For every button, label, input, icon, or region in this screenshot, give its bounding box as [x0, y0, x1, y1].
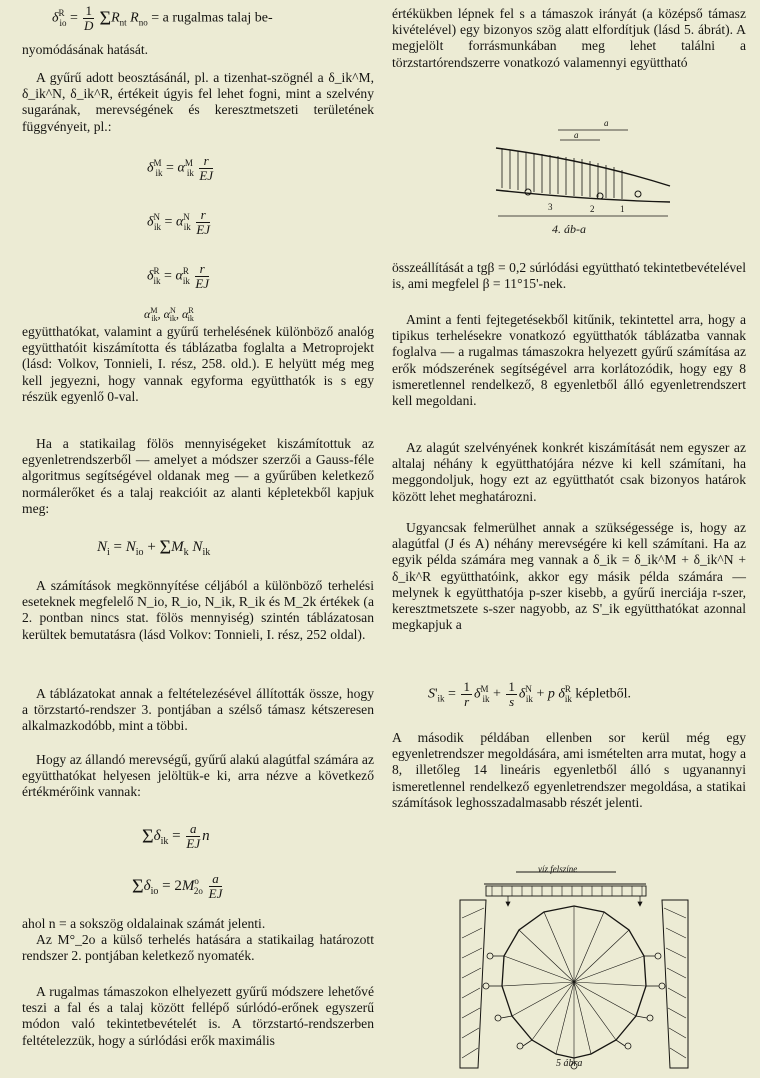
paragraph: összeállítását a tgβ = 0,2 súrlódási együttható tekintetbevételével is, ami megfelel β = 11°15'-nek. — [392, 260, 746, 292]
equation-delta-m: $\delta^M_{ik} = \alpha^M_{ik}$ $\frac{r}{EJ}$ — [147, 153, 214, 183]
svg-text:1: 1 — [620, 204, 625, 214]
paragraph: Amint a fenti fejtegetésekből kitűnik, tekintettel arra, hogy a tipikus terhelésekre vonatkozó együtthatók táblázatba vannak foglalva — a rugalmas támaszokra helyezett gyűrű számítása az erők módszerének segítségével arra korlátozódik, hogy egy 8 ismeretlennel rendelkező, 8 egyenletből álló egyenletrendszert kell megoldani. — [392, 312, 746, 409]
paragraph: ahol n = a sokszög oldalainak számát jelenti. — [22, 916, 266, 931]
figure-5-label-water: víz felszíne — [538, 864, 578, 874]
equation-s-ik: $S'_{ik}$ = $\frac{1}{r}$ $\delta^M_{ik}$ + $\frac{1}{s}$ $\delta^N_{ik} + p$ $\delta^R_{ik}$ képletből. — [428, 679, 631, 709]
paragraph: Ha a statikailag fölös mennyiségeket kiszámítottuk az egyenletrendszerből — amelyet a módszer szerzői a Gauss-féle algoritmus segítségével oldanak meg — a gyűrűben keletkező normálerőket és a talaj reakcióit az alanti képletekből kapjuk meg: — [22, 436, 374, 516]
svg-text:a: a — [604, 118, 609, 128]
paragraph: nyomódásának hatását. — [22, 42, 149, 57]
paragraph: Hogy az állandó merevségű, gyűrű alakú alagútfal számára az együtthatókat helyesen jelöltük-e ki, arra nézve a következő értékmérőink vannak: — [22, 752, 374, 800]
equation-delta-n: $\delta^N_{ik} = \alpha^N_{ik}$ $\frac{r}{EJ}$ — [147, 207, 211, 237]
paragraph: A számítások megkönnyítése céljából a különböző terhelési eseteknek megfelelő N_io, R_io, N_ik, R_ik és M_2k értékek (a 2. pontban nincs stat. fölös mennyiség) szintén táblázatosan kerültek bemutatásra (lásd Volkov: Tonnieli, I. rész, 252 oldal). — [22, 578, 374, 642]
paragraph: Ugyancsak felmerülhet annak a szükségessége is, hogy az alagútfal (J és A) néhány merevségére ki kell számítani. Ha az egyik példa számára meg vannak a δ_ik = δ_ik^M + δ_ik^N + δ_ik^R együtthatóink, akkor egy másik példa számára — melynek k együtthatója p-szer kisebb, a gyűrű inerciája r-szer, keresztmetszete s-szer nagyobb, az S'_ik együtthatókat azonnal megkapjuk a — [392, 520, 746, 633]
equation-sum-io: $\Sigma\delta_{io} = 2M^o_{2o}$ $\frac{a}{EJ}$ — [132, 871, 223, 902]
paragraph: Az M°_2o a külső terhelés hatására a statikailag határozott rendszer 2. pontjában keletkező nyomaték. — [22, 932, 374, 964]
figure-5-caption: 5 ábra — [556, 1058, 583, 1069]
paragraph: A táblázatokat annak a feltételezésével állították össze, hogy a törzstartó-rendszer 3. pontjában a szélső támasz kétszeresen alkalmazkodóbb, mint a többi. — [22, 686, 374, 734]
svg-text:2: 2 — [590, 204, 595, 214]
equation-alpha-list: $\alpha^M_{ik}$, $\alpha^N_{ik}$, $\alpha^R_{ik}$ — [144, 306, 194, 324]
equation-delta-r: $\delta^R_{ik} = \alpha^R_{ik}$ $\frac{r}{EJ}$ — [147, 261, 210, 291]
svg-text:3: 3 — [548, 202, 553, 212]
equation-delta-io: $\delta^R_{io}$ = $\frac{1}{D}$ $\Sigma R_{nt}$ $R_{no} = a$ rugalmas talaj be- — [52, 3, 273, 33]
paragraph: A rugalmas támaszokon elhelyezett gyűrű módszere lehetővé teszi a fal és a talaj között fellépő súrlódó-erőnek egyszerű módon való tekintetbevételét is. A törzstartó-rendszerben feltételezzük, hogy a súrlódási erők maximális — [22, 984, 374, 1048]
paragraph: Az alagút szelvényének konkrét kiszámítását nem egyszer az altalaj néhány k együtthatójára nézve ki kell számítani, ha meggondoljuk, hogy ezt az együtthatót csak bizonyos határok között lehet meghatározni. — [392, 440, 746, 504]
paragraph: együtthatókat, valamint a gyűrű terhelésének különböző analóg együtthatóit kiszámította és táblázatba foglalta a Metroprojekt (lásd: Volkov, Tonnieli, I. rész, 258. old.). E helyütt még meg kell jegyezni, hogy vannak egyforma együtthatók is s egy részük egyenlő 0-val. — [22, 324, 374, 404]
figure-4-diagram — [488, 108, 688, 226]
paragraph: A második példában ellenben sor kerül még egy egyenletrendszer megoldására, ami ismételten arra mutat, hogy a 8, illetőleg 14 lineáris egyenletből álló s ugyanannyi ismeretlennel rendelkező egyenletrendszer megoldása, a statikai számítások leghosszadalmasabb részét jelenti. — [392, 730, 746, 810]
equation-sum-ik: $\Sigma\delta_{ik}$ = $\frac{a}{EJ}$ n — [142, 821, 210, 851]
paragraph: A gyűrű adott beosztásánál, pl. a tizenhat-szögnél a δ_ik^M, δ_ik^N, δ_ik^R, értékeit úgyis fel lehet fogni, mint a szelvény sugarának, merevségének és keresztmetszeti területének függvényeit, pl.: — [22, 70, 374, 134]
equation-ni: $N_i = N_{io} + \Sigma M_k$ $N_{ik}$ — [97, 536, 211, 559]
svg-text:a: a — [574, 130, 579, 140]
equation-text: = a rugalmas talaj be- — [151, 10, 273, 26]
figure-4-caption: 4. áb-a — [552, 222, 586, 236]
figure-5-diagram — [456, 858, 692, 1076]
paragraph: értékükben lépnek fel s a támaszok irányát (a középső támasz kivételével) egy bizonyos szög alatt elfordítjuk (lásd 5. ábrát). A megjelölt forrásmunkában meg lehet találni a törzstartórendszerre vonatkozó valamennyi együttható — [392, 6, 746, 70]
